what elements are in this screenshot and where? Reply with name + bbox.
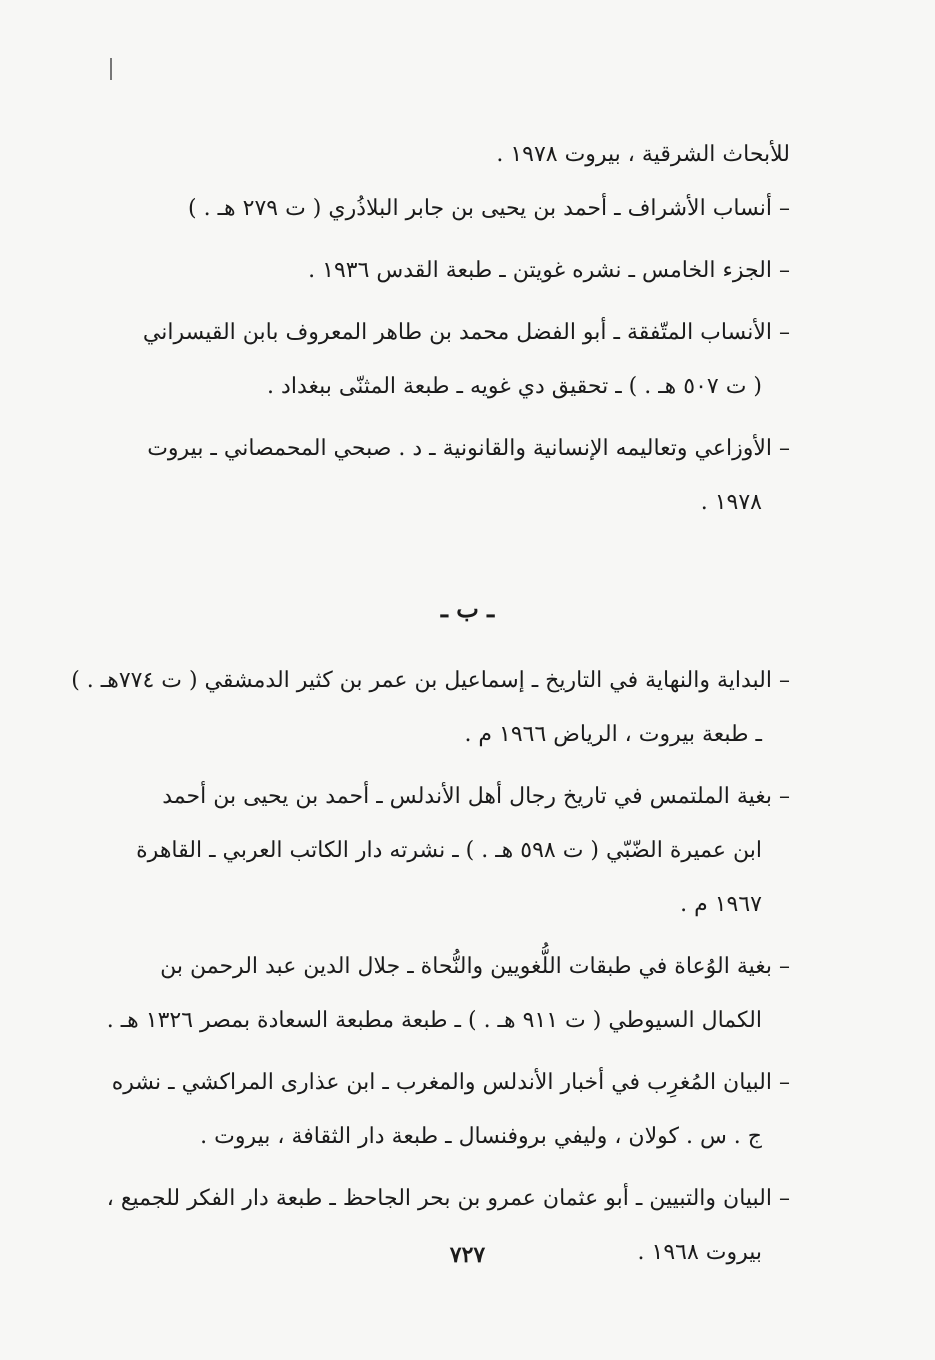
bibliography-entry — [145, 182, 790, 236]
entry-line: – بغية الملتمس في تاريخ رجال أهل الأندلس ـ أحمد بن يحيى بن أحمد — [145, 770, 790, 824]
bibliography-entry — [71, 654, 790, 762]
continuation-line: للأبحاث الشرقية ، بيروت ١٩٧٨ . — [496, 142, 790, 167]
entry-line: – الأنساب المتّفقة ـ أبو الفضل محمد بن طاهر المعروف بابن القيسراني — [145, 306, 790, 360]
entry-line: – أنساب الأشراف ـ أحمد بن يحيى بن جابر البلاذُري ( ت ٢٧٩ هـ . ) — [145, 182, 790, 236]
entry-line: ١٩٦٧ م . — [680, 892, 762, 917]
entry-line: ج . س . كولان ، وليفي بروفنسال ـ طبعة دار الثقافة ، بيروت . — [200, 1124, 762, 1149]
bibliography-entry — [111, 1056, 790, 1164]
page-number: ٧٢٧ — [449, 1242, 486, 1268]
entry-line: – الأوزاعي وتعاليمه الإنسانية والقانونية ـ د . صبحي المحمصاني ـ بيروت — [145, 422, 790, 476]
bibliography-entry — [106, 940, 790, 1048]
section-heading: ـ ب ـ — [440, 594, 495, 623]
entry-line: – البداية والنهاية في التاريخ ـ إسماعيل بن عمر بن كثير الدمشقي ( ت ٧٧٤هـ . ) — [145, 654, 790, 708]
margin-mark — [110, 58, 112, 80]
bibliography-entry — [145, 244, 790, 298]
entry-line: – بغية الوُعاة في طبقات اللُّغويين والنُّحاة ـ جلال الدين عبد الرحمن بن — [145, 940, 790, 994]
bibliography-entry — [145, 422, 790, 530]
entry-line: – البيان المُغرِب في أخبار الأندلس والمغرب ـ ابن عذارى المراكشي ـ نشره — [145, 1056, 790, 1110]
entry-line: ١٩٧٨ . — [700, 490, 762, 515]
bibliography-entry — [142, 306, 790, 414]
page-body — [71, 128, 790, 1265]
entry-line: بيروت ١٩٦٨ . — [637, 1240, 762, 1265]
entry-line: – البيان والتبيين ـ أبو عثمان عمرو بن بحر الجاحظ ـ طبعة دار الفكر للجميع ، — [145, 1172, 790, 1226]
entry-line: الكمال السيوطي ( ت ٩١١ هـ . ) ـ طبعة مطبعة السعادة بمصر ١٣٢٦ هـ . — [106, 1008, 762, 1033]
entry-line: – الجزء الخامس ـ نشره غويتن ـ طبعة القدس ١٩٣٦ . — [145, 244, 790, 298]
bibliography-entry — [136, 770, 790, 932]
entry-line: ابن عميرة الضّبّي ( ت ٥٩٨ هـ . ) ـ نشرته دار الكاتب العربي ـ القاهرة — [136, 838, 762, 863]
entry-line: ( ت ٥٠٧ هـ . ) ـ تحقيق دي غويه ـ طبعة المثنّى ببغداد . — [267, 374, 762, 399]
entry-line: ـ طبعة بيروت ، الرياض ١٩٦٦ م . — [464, 722, 762, 747]
